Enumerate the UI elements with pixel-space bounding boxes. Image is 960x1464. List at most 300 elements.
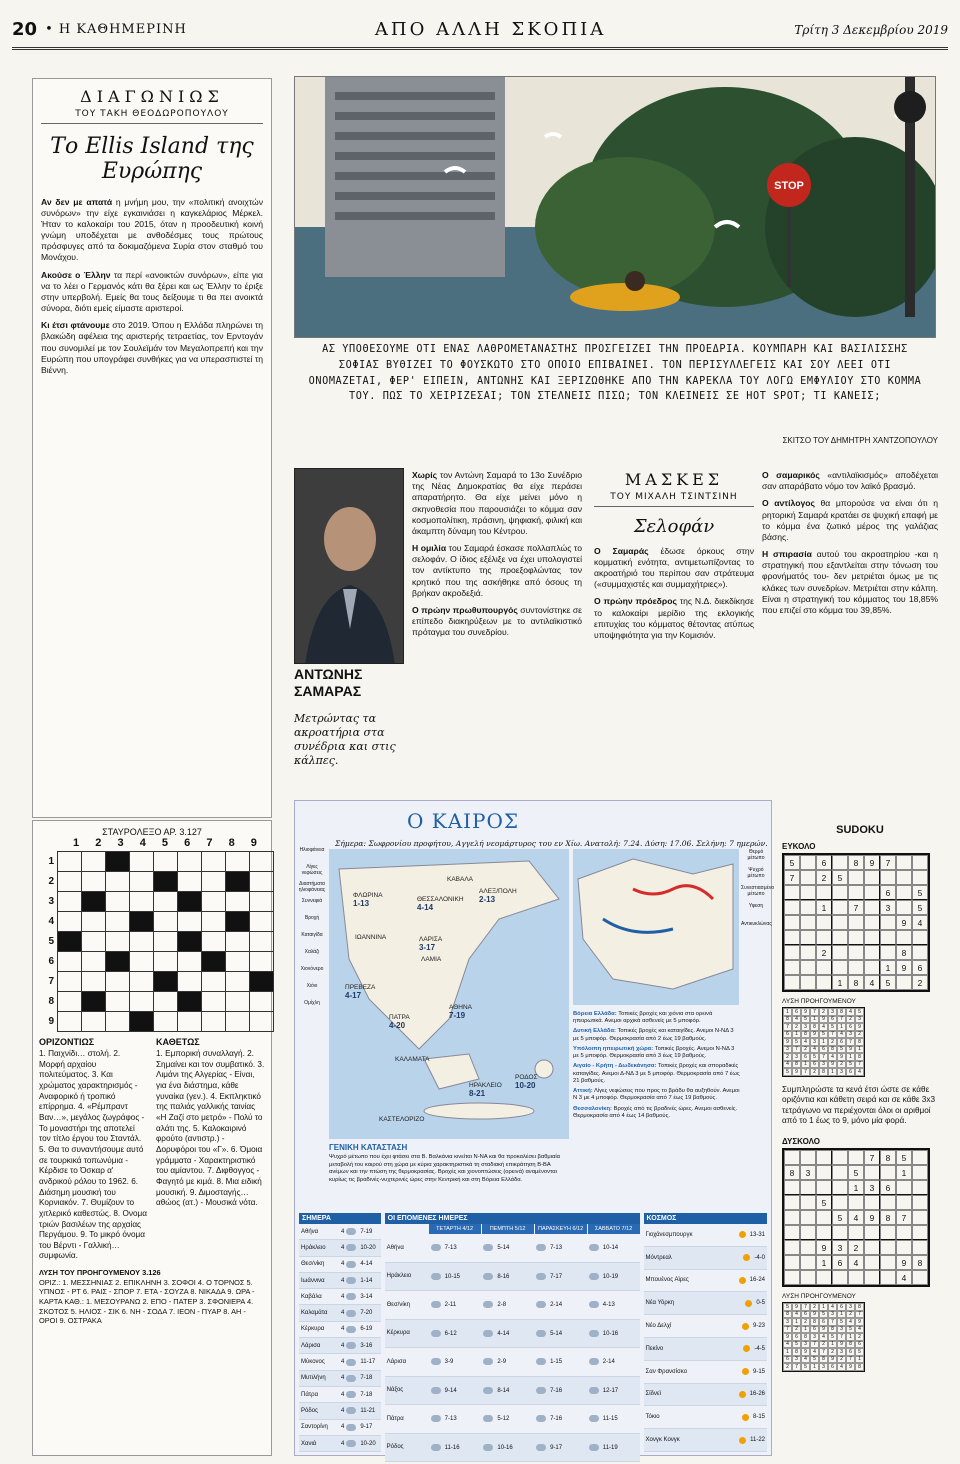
crossword-cell[interactable] [105, 851, 130, 872]
crossword-cell[interactable] [177, 1011, 202, 1032]
sudoku-cell[interactable] [784, 1225, 800, 1240]
crossword-cell[interactable] [201, 1011, 226, 1032]
crossword-cell[interactable] [129, 851, 154, 872]
crossword-cell[interactable] [153, 931, 178, 952]
crossword-cell[interactable] [105, 1011, 130, 1032]
sudoku-cell[interactable] [816, 1165, 832, 1180]
crossword-cell[interactable] [129, 991, 154, 1012]
crossword-cell[interactable] [201, 951, 226, 972]
temp-range: 11-17 [360, 1359, 376, 1366]
solution-cell: 2 [819, 1341, 828, 1349]
sudoku-cell[interactable] [784, 900, 800, 915]
crossword-cell[interactable] [81, 1011, 106, 1032]
sudoku-cell: 1 [848, 1180, 864, 1195]
solution-cell: 1 [792, 1318, 801, 1326]
sudoku-cell[interactable] [912, 930, 928, 945]
sudoku-cell[interactable] [848, 945, 864, 960]
solution-cell: 4 [801, 1038, 810, 1046]
sudoku-cell[interactable] [816, 1150, 832, 1165]
solution-cell: 1 [846, 1333, 855, 1341]
crossword-cell[interactable] [153, 991, 178, 1012]
sudoku-cell[interactable] [864, 1240, 880, 1255]
sudoku-cell[interactable] [800, 1255, 816, 1270]
solution-cell: 8 [783, 1311, 792, 1319]
crossword-cell[interactable] [201, 931, 226, 952]
solution-cell: 2 [801, 1318, 810, 1326]
sudoku-cell[interactable] [848, 1270, 864, 1285]
map-city-label: ΛΑΡΙΣΑ [419, 936, 443, 943]
world-row [644, 1361, 767, 1384]
city-name: Ρόδος [386, 1444, 404, 1451]
sudoku-cell[interactable] [832, 1165, 848, 1180]
temp-range: 9-23 [752, 1323, 765, 1330]
solution-cell: 2 [801, 1046, 810, 1054]
next-days-header [385, 1224, 640, 1234]
sudoku-cell[interactable] [832, 900, 848, 915]
solution-cell: 6 [783, 1031, 792, 1039]
sudoku-cell[interactable] [864, 1195, 880, 1210]
sudoku-cell[interactable] [912, 1270, 928, 1285]
sudoku-cell[interactable] [800, 915, 816, 930]
sudoku-cell[interactable] [896, 870, 912, 885]
solution-cell: 5 [792, 1038, 801, 1046]
sudoku-cell[interactable] [880, 915, 896, 930]
temp-range: 11-15 [602, 1416, 618, 1423]
crossword-cell[interactable] [249, 871, 274, 892]
crossword-cell[interactable] [57, 1011, 82, 1032]
next-days-row [385, 1405, 640, 1434]
sudoku-cell[interactable] [800, 945, 816, 960]
sudoku-cell[interactable] [896, 1225, 912, 1240]
sudoku-cell[interactable] [832, 855, 848, 870]
crossword-cell[interactable] [57, 951, 82, 972]
crossword-cell[interactable] [225, 911, 250, 932]
sudoku-cell[interactable] [832, 930, 848, 945]
paragraph-lead: Η σπιρασία [762, 549, 812, 560]
crossword-cell[interactable] [201, 891, 226, 912]
city-name: Θεσ/νίκη [301, 1261, 325, 1268]
sudoku-cell[interactable] [800, 900, 816, 915]
sudoku-cell: 9 [864, 1210, 880, 1225]
sudoku-cell[interactable] [880, 1255, 896, 1270]
crossword-cell[interactable] [177, 851, 202, 872]
solution-cell: 6 [801, 1311, 810, 1319]
solution-cell: 2 [810, 1068, 819, 1076]
solution-cell: 7 [819, 1348, 828, 1356]
sudoku-cell[interactable] [864, 1270, 880, 1285]
crossword-cell[interactable] [57, 891, 82, 912]
weather-legend-item: Χιόνι [306, 983, 318, 989]
sudoku-cell[interactable] [832, 1180, 848, 1195]
crossword-cell[interactable] [105, 931, 130, 952]
sudoku-cell[interactable] [800, 1150, 816, 1165]
sudoku-cell[interactable] [800, 1240, 816, 1255]
forecast-cell [429, 1301, 482, 1308]
sudoku-cell[interactable] [864, 945, 880, 960]
sudoku-cell: 6 [832, 1255, 848, 1270]
crossword-cell[interactable] [225, 851, 250, 872]
sudoku-cell[interactable] [912, 1180, 928, 1195]
sudoku-cell[interactable] [848, 960, 864, 975]
sudoku-cell[interactable] [848, 1225, 864, 1240]
today-row [299, 1436, 381, 1452]
crossword-cell[interactable] [57, 851, 82, 872]
sudoku-cell[interactable] [896, 1240, 912, 1255]
sudoku-cell: 1 [896, 1165, 912, 1180]
sudoku-cell[interactable] [816, 885, 832, 900]
sudoku-cell[interactable] [880, 1270, 896, 1285]
map-city-label: ΠΡΕΒΕΖΑ [345, 984, 376, 991]
crossword-cell[interactable] [105, 871, 130, 892]
crossword-cell[interactable] [201, 871, 226, 892]
sudoku-cell[interactable] [880, 1240, 896, 1255]
paragraph-text: θα μπορούσε να είναι ότι η ρητορική Σαμαρά κρατάει σε ψυχική επαφή με το κόμμα ένα ζωτικό μέρος της γαλάζιας βάσης. [762, 498, 938, 542]
solution-cell: 7 [792, 1363, 801, 1371]
crossword-cell[interactable] [225, 971, 250, 992]
column-header [41, 87, 263, 124]
sudoku-cell[interactable] [880, 945, 896, 960]
sudoku-cell[interactable] [816, 1210, 832, 1225]
crossword-cell[interactable] [225, 951, 250, 972]
sudoku-cell[interactable] [848, 915, 864, 930]
crossword-cell[interactable] [57, 911, 82, 932]
sun-icon [745, 1300, 752, 1307]
crossword-cell[interactable] [81, 991, 106, 1012]
weather-legend-item: Συννεφιά [301, 898, 323, 904]
maskes-article-continued [762, 470, 938, 770]
sudoku-cell[interactable] [784, 1150, 800, 1165]
solution-cell: 1 [783, 1008, 792, 1016]
next-days-row [385, 1377, 640, 1406]
temp-range: 7-18 [360, 1375, 373, 1382]
sudoku-cell[interactable] [912, 1240, 928, 1255]
sudoku-cell[interactable] [912, 870, 928, 885]
sudoku-cell[interactable] [784, 1195, 800, 1210]
sudoku-cell[interactable] [816, 930, 832, 945]
sudoku-cell[interactable] [784, 1255, 800, 1270]
sudoku-cell[interactable] [864, 915, 880, 930]
crossword-cell[interactable] [129, 951, 154, 972]
city-name: Ηράκλειο [301, 1244, 326, 1251]
crossword-col-number: 4 [139, 837, 146, 849]
sudoku-cell[interactable] [800, 855, 816, 870]
crossword-cell[interactable] [81, 931, 106, 952]
sudoku-cell[interactable] [832, 960, 848, 975]
sudoku-cell[interactable] [784, 1240, 800, 1255]
crossword-cell[interactable] [201, 991, 226, 1012]
sudoku-cell[interactable] [832, 1270, 848, 1285]
crossword-cell[interactable] [57, 991, 82, 1012]
solution-cell: 8 [855, 1053, 864, 1061]
sudoku-cell[interactable] [832, 1195, 848, 1210]
sudoku-cell[interactable] [800, 1270, 816, 1285]
world-title: ΚΟΣΜΟΣ [644, 1213, 767, 1224]
solution-cell: 8 [855, 1303, 864, 1311]
crossword-cell[interactable] [153, 871, 178, 892]
sudoku-cell[interactable] [784, 885, 800, 900]
temp-range: 4-14 [497, 1330, 510, 1337]
crossword-cell[interactable] [153, 911, 178, 932]
crossword-cell[interactable] [105, 891, 130, 912]
crossword-cell[interactable] [81, 851, 106, 872]
sudoku-cell[interactable] [816, 1180, 832, 1195]
solution-cell: 1 [855, 1356, 864, 1364]
sudoku-cell[interactable] [848, 870, 864, 885]
forecast-cell [587, 1330, 640, 1337]
sudoku-cell[interactable] [880, 1165, 896, 1180]
sudoku-cell[interactable] [784, 1210, 800, 1225]
stop-sign-text: STOP [774, 180, 804, 192]
solution-cell: 6 [846, 1023, 855, 1031]
sudoku-cell[interactable] [816, 915, 832, 930]
crossword-cell[interactable] [201, 911, 226, 932]
sudoku-cell[interactable] [864, 900, 880, 915]
sudoku-cell[interactable] [800, 960, 816, 975]
sudoku-cell[interactable] [832, 1150, 848, 1165]
sudoku-cell[interactable] [896, 900, 912, 915]
temp-range: 5-12 [497, 1416, 510, 1423]
forecast-cell [481, 1330, 534, 1337]
crossword-cell[interactable] [81, 951, 106, 972]
sudoku-cell[interactable] [896, 1180, 912, 1195]
crossword-cell[interactable] [249, 1011, 274, 1032]
greece-weather-map [329, 849, 569, 1139]
solution-cell: 3 [846, 1303, 855, 1311]
crossword-cell[interactable] [177, 911, 202, 932]
map-city-label: ΚΑΣΤΕΛΟΡΙΖΟ [379, 1116, 425, 1123]
crossword-cell[interactable] [81, 971, 106, 992]
sudoku-cell[interactable] [832, 885, 848, 900]
cloud-icon [346, 1261, 356, 1268]
sudoku-cell[interactable] [832, 1225, 848, 1240]
crossword-cell[interactable] [177, 951, 202, 972]
sudoku-hard-grid [782, 1148, 930, 1287]
cloud-icon [483, 1387, 493, 1394]
wind-force: 4 [341, 1293, 345, 1300]
sudoku-cell[interactable] [912, 1225, 928, 1240]
crossword-cell[interactable] [225, 1011, 250, 1032]
crossword-cell[interactable] [57, 971, 82, 992]
crossword-cell[interactable] [177, 931, 202, 952]
sudoku-cell[interactable] [816, 1225, 832, 1240]
sudoku-cell[interactable] [880, 930, 896, 945]
section-title: ΑΠΟ ΑΛΛΗ ΣΚΟΠΙΑ [374, 19, 607, 40]
crossword-cell[interactable] [129, 871, 154, 892]
cloud-icon [483, 1273, 493, 1280]
next-days-rows [385, 1234, 640, 1462]
crossword-cell[interactable] [153, 851, 178, 872]
sudoku-cell[interactable] [784, 960, 800, 975]
map-city-label: ΚΑΒΑΛΑ [447, 876, 474, 883]
solution-cell: 7 [810, 1008, 819, 1016]
crossword-cell[interactable] [57, 871, 82, 892]
sudoku-cell[interactable] [848, 1150, 864, 1165]
sudoku-cell: 1 [816, 900, 832, 915]
crossword-col-number: 8 [228, 837, 235, 849]
temp-range: 10-16 [602, 1330, 619, 1337]
solution-cell: 8 [828, 1046, 837, 1054]
crossword-cell[interactable] [249, 931, 274, 952]
sudoku-cell[interactable] [896, 885, 912, 900]
sudoku-cell[interactable] [816, 1270, 832, 1285]
crossword-cell[interactable] [249, 851, 274, 872]
sudoku-cell[interactable] [864, 1225, 880, 1240]
crossword-cell[interactable] [177, 971, 202, 992]
city-name: Λάρισα [301, 1342, 321, 1349]
sudoku-cell[interactable] [896, 855, 912, 870]
crossword-cell[interactable] [129, 931, 154, 952]
crossword-cell[interactable] [201, 851, 226, 872]
sudoku-cell[interactable] [912, 1150, 928, 1165]
forecast-cell [429, 1273, 482, 1280]
cloud-icon [536, 1301, 546, 1308]
sudoku-cell[interactable] [784, 1180, 800, 1195]
temp-range: 11-21 [360, 1407, 376, 1414]
sun-icon [739, 1277, 746, 1284]
solution-cell: 7 [855, 1311, 864, 1319]
crossword-cell[interactable] [153, 1011, 178, 1032]
sudoku-cell[interactable] [880, 1225, 896, 1240]
sudoku-cell[interactable] [800, 930, 816, 945]
region-name: Βόρεια Ελλάδα: [573, 1011, 617, 1017]
sudoku-cell[interactable] [832, 915, 848, 930]
crossword-cell[interactable] [129, 911, 154, 932]
crossword-cell[interactable] [129, 971, 154, 992]
sudoku-cell[interactable] [832, 945, 848, 960]
sudoku-cell[interactable] [784, 1270, 800, 1285]
sudoku-cell[interactable] [864, 930, 880, 945]
sudoku-cell[interactable] [864, 1165, 880, 1180]
crossword-row-number: 4 [48, 915, 54, 927]
crossword-cell[interactable] [225, 991, 250, 1012]
sudoku-cell[interactable] [880, 870, 896, 885]
today-row [299, 1371, 381, 1387]
solution-cell: 4 [783, 1061, 792, 1069]
cartoon-svg [295, 77, 936, 338]
solution-cell: 9 [792, 1068, 801, 1076]
sudoku-cell[interactable] [864, 960, 880, 975]
sudoku-cell[interactable] [800, 885, 816, 900]
crossword-cell[interactable] [249, 951, 274, 972]
day-header: ΣΑΒΒΑΤΟ 7/12 [588, 1224, 640, 1234]
forecast-cell [587, 1301, 640, 1308]
crossword-cell[interactable] [177, 871, 202, 892]
sudoku-cell[interactable] [816, 960, 832, 975]
cloud-icon [589, 1415, 599, 1422]
sudoku-cell[interactable] [784, 975, 800, 990]
crossword-cell[interactable] [57, 931, 82, 952]
crossword-cell[interactable] [225, 891, 250, 912]
crossword-cell[interactable] [105, 971, 130, 992]
solution-cell: 6 [819, 1046, 828, 1054]
sudoku-cell[interactable] [800, 1180, 816, 1195]
solution-cell: 5 [837, 1318, 846, 1326]
city-name: Μπουένος Αϊρες [645, 1277, 689, 1284]
crossword-cell[interactable] [225, 871, 250, 892]
crossword-cell[interactable] [105, 951, 130, 972]
sudoku-cell[interactable] [800, 870, 816, 885]
temp-range: 5-14 [497, 1245, 510, 1252]
sudoku-cell[interactable] [912, 1165, 928, 1180]
crossword-cell[interactable] [153, 891, 178, 912]
crossword-cell[interactable] [81, 911, 106, 932]
sudoku-cell[interactable] [864, 1255, 880, 1270]
maskes-column [594, 470, 754, 770]
city-name: Νέο Δελχί [645, 1323, 672, 1330]
temp-range: 6-12 [444, 1330, 457, 1337]
sudoku-cell[interactable] [800, 975, 816, 990]
temp-range: 3-16 [360, 1342, 373, 1349]
solution-cell: 1 [846, 1053, 855, 1061]
sudoku-cell[interactable] [912, 1210, 928, 1225]
solution-cell: 4 [828, 1053, 837, 1061]
sudoku-cell[interactable] [848, 1195, 864, 1210]
crossword-cell[interactable] [153, 951, 178, 972]
crossword-cell[interactable] [129, 1011, 154, 1032]
solution-cell: 2 [846, 1311, 855, 1319]
paragraph-lead: Χωρίς [412, 470, 438, 480]
crossword-cell[interactable] [249, 991, 274, 1012]
sudoku-cell[interactable] [896, 1195, 912, 1210]
sudoku-cell[interactable] [800, 1210, 816, 1225]
sudoku-cell[interactable] [816, 975, 832, 990]
sudoku-cell[interactable] [784, 915, 800, 930]
solution-cell: 2 [828, 1348, 837, 1356]
sudoku-cell[interactable] [848, 885, 864, 900]
sudoku-cell[interactable] [864, 885, 880, 900]
sudoku-cell[interactable] [784, 945, 800, 960]
crossword-cell[interactable] [249, 891, 274, 912]
crossword-cell[interactable] [81, 871, 106, 892]
sudoku-cell[interactable] [800, 1225, 816, 1240]
paragraph [412, 543, 582, 599]
paragraph-text: τα περί «ανοικτών συνόρων», είπε για να το λέει ο Γερμανός κάτι θα ξέρει και ως Έλλην το έριξε στην υπερβολή. Εμείς θα τους δείξουμε τι θα πει ανοικτά σύνορα, διότι εμείς είμαστε αριστεροί. [41, 269, 263, 314]
sudoku-cell[interactable] [784, 930, 800, 945]
map-city-label: ΗΡΑΚΛΕΙΟ [469, 1082, 502, 1089]
crossword-cell[interactable] [105, 911, 130, 932]
crossword-cell[interactable] [105, 991, 130, 1012]
crossword-cell[interactable] [225, 931, 250, 952]
sudoku-cell[interactable] [864, 870, 880, 885]
sudoku-cell[interactable] [912, 1195, 928, 1210]
sudoku-cell[interactable] [896, 975, 912, 990]
paragraph-lead: Κι έτσι φτάνουμε [41, 320, 110, 331]
sudoku-cell[interactable] [848, 930, 864, 945]
paragraph-text: έδωσε όρκους στην κομματική ενότητα, αντιμετωπίζοντας το ακροατήριό του περίπου σαν στράτευμα («συμμαχιστές και συμμαχήτριες»). [594, 545, 754, 590]
crossword-cell[interactable] [177, 991, 202, 1012]
crossword-col-number: 5 [161, 837, 169, 849]
sudoku-cell[interactable] [800, 1195, 816, 1210]
solution-cell: 4 [783, 1341, 792, 1349]
sudoku-cell: 5 [832, 870, 848, 885]
solution-cell: 2 [855, 1333, 864, 1341]
crossword-cell[interactable] [129, 891, 154, 912]
solution-cell: 6 [828, 1016, 837, 1024]
crossword-cell[interactable] [249, 971, 274, 992]
sudoku-cell[interactable] [880, 1195, 896, 1210]
crossword-cell[interactable] [177, 891, 202, 912]
forecast-cell [429, 1358, 482, 1365]
sudoku-cell[interactable] [912, 945, 928, 960]
crossword-cell[interactable] [81, 891, 106, 912]
solution-cell: 5 [837, 1046, 846, 1054]
paragraph-lead: Ο πρώην πρωθυπουργός [412, 604, 518, 615]
sudoku-cell[interactable] [896, 930, 912, 945]
crossword-cell[interactable] [201, 971, 226, 992]
sudoku-cell[interactable] [912, 855, 928, 870]
crossword-cell[interactable] [153, 971, 178, 992]
crossword-cell[interactable] [249, 911, 274, 932]
